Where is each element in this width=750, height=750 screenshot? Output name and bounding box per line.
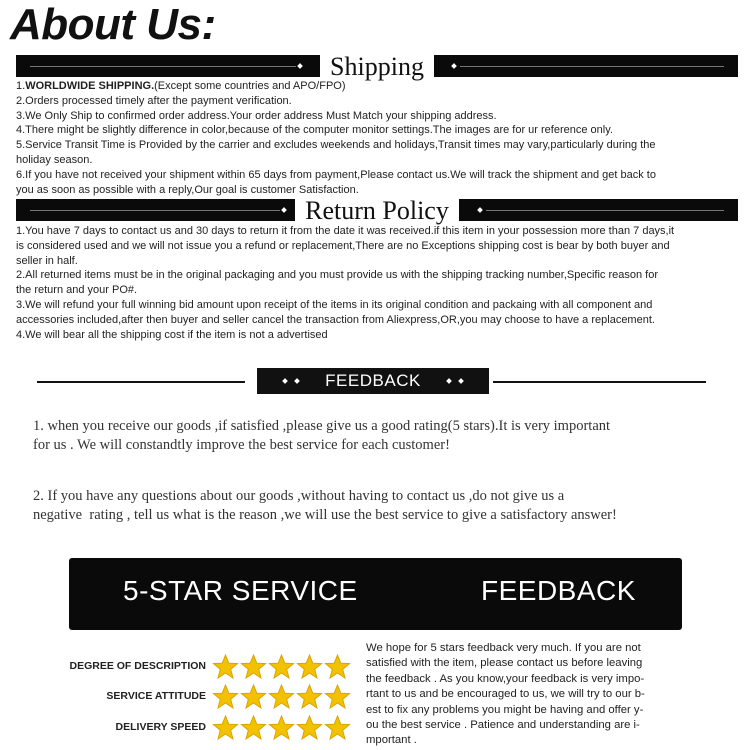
- feedback-divider-left: [37, 381, 245, 383]
- rating-row-delivery: [60, 715, 360, 741]
- note-line: We hope for 5 stars feedback very much. If you are not: [366, 642, 641, 654]
- shipping-line: you as soon as possible with a reply,Our goal is customer Satisfaction.: [16, 183, 359, 196]
- return-line: 3.We will refund your full winning bid amount upon receipt of the items in its original condition and packaing with all component and: [16, 298, 653, 311]
- feedback-banner-title: FEEDBACK: [481, 575, 636, 606]
- shipping-line: 4.There might be slightly difference in color,because of the computer monitor settings.The images are for ur reference only.: [16, 124, 613, 137]
- shipping-line-1: 1.WORLDWIDE SHIPPING.(Except some countries and APO/FPO): [16, 80, 346, 92]
- note-line: the feedback . As you know,your feedback is very impo-: [366, 672, 645, 685]
- feedback-note: [366, 641, 676, 749]
- star-icon: [296, 684, 323, 710]
- rating-stars: [212, 654, 352, 685]
- star-icon: [268, 684, 295, 710]
- shipping-list: [16, 79, 741, 197]
- star-icon: [212, 684, 239, 710]
- rating-label: SERVICE ATTITUDE: [106, 690, 206, 702]
- return-line: accessories included,after then buyer and seller cancel the transaction from Aliexpress,OR,you may choose to have a replacement.: [16, 313, 655, 326]
- star-icon: [324, 654, 351, 680]
- star-icon: [324, 715, 351, 741]
- feedback-divider-right: [493, 381, 706, 383]
- shipping-line: 6.If you have not received your shipment within 65 days from payment,Please contact us.We will track the shipment and get back to: [16, 168, 656, 181]
- return-policy-list: [16, 224, 741, 342]
- star-icon: [240, 654, 267, 680]
- note-line: ou the best service . Patience and understanding are i-: [366, 719, 640, 732]
- note-line: est to fix any problems you might be having and offer y-: [366, 703, 644, 716]
- feedback-text-line: negative rating , tell us what is the reason ,we will use the best service to give a satisfactory answer!: [33, 507, 617, 523]
- return-line: 1.You have 7 days to contact us and 30 days to return it from the date it was received.if this item in your possession more than 7 days,it: [16, 225, 675, 237]
- divider-line: [460, 66, 724, 67]
- divider-line: [486, 210, 724, 211]
- shipping-header-bar: [16, 52, 738, 81]
- shipping-line: holiday season.: [16, 153, 93, 166]
- feedback-text-line: for us . We will constandtly improve the best service for each customer!: [33, 437, 450, 453]
- star-icon: [296, 654, 323, 680]
- shipping-line: 2.Orders processed timely after the payment verification.: [16, 94, 292, 107]
- feedback-label-box: [257, 368, 489, 394]
- shipping-line: 5.Service Transit Time is Provided by the carrier and excludes weekends and holidays,Transit times may vary,particularly during the: [16, 139, 656, 152]
- rating-stars: [212, 684, 352, 715]
- five-star-service-banner: [69, 558, 682, 630]
- feedback-text-line: 1. when you receive our goods ,if satisfied ,please give us a good rating(5 stars).It is very important: [33, 418, 611, 434]
- rating-row-description: [60, 654, 360, 680]
- shipping-heading: Shipping: [320, 52, 434, 81]
- star-icon: [212, 654, 239, 680]
- star-icon: [268, 654, 295, 680]
- feedback-paragraph-2: [33, 487, 713, 525]
- return-policy-header-bar: [16, 196, 738, 225]
- star-icon: [268, 715, 295, 741]
- star-icon: [296, 715, 323, 741]
- return-line: the return and your PO#.: [16, 284, 138, 297]
- note-line: mportant .: [366, 734, 417, 747]
- shipping-line: 3.We Only Ship to confirmed order address.Your order address Must Match your shipping address.: [16, 109, 497, 122]
- star-icon: [324, 684, 351, 710]
- rating-label: DELIVERY SPEED: [115, 721, 206, 733]
- return-line: 2.All returned items must be in the original packaging and you must provide us with the shipping tracking number,Specific reason for: [16, 269, 659, 282]
- feedback-paragraph-1: [33, 417, 713, 455]
- return-line: seller in half.: [16, 254, 78, 267]
- star-icon: [212, 715, 239, 741]
- rating-stars: [212, 715, 352, 746]
- feedback-text-line: 2. If you have any questions about our goods ,without having to contact us ,do not give us a: [33, 488, 565, 504]
- rating-label: DEGREE OF DESCRIPTION: [69, 660, 206, 672]
- return-policy-heading: Return Policy: [295, 196, 459, 225]
- return-line: 4.We will bear all the shipping cost if the item is not a advertised: [16, 328, 328, 341]
- page-title: About Us:: [10, 0, 216, 49]
- star-icon: [240, 715, 267, 741]
- rating-row-service: [60, 684, 360, 710]
- return-line: is considered used and we will not issue you a refund or replacement,There are no Exceptions shipping cost is bear by both buyer and: [16, 239, 670, 252]
- note-line: rtant to us and be encouraged to us, we will try to our b-: [366, 688, 645, 701]
- star-icon: [240, 684, 267, 710]
- five-star-service-title: 5-STAR SERVICE: [123, 575, 358, 606]
- feedback-heading: FEEDBACK: [325, 371, 421, 390]
- note-line: satisfied with the item, please contact us before leaving: [366, 657, 643, 670]
